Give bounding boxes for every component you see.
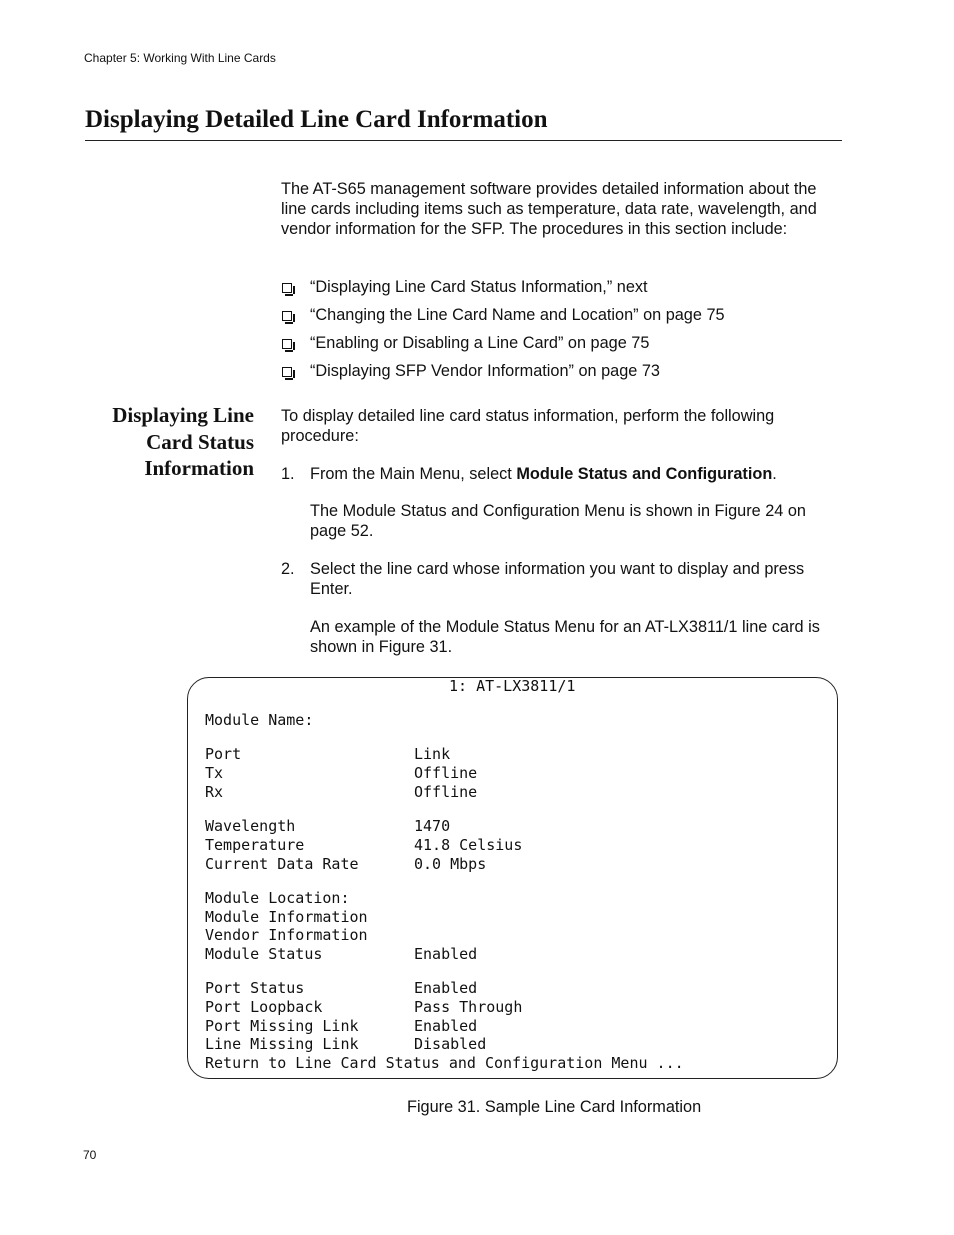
list-item-text: “Displaying SFP Vendor Information” on page 73 <box>310 362 660 380</box>
screen-value: Pass Through <box>414 998 523 1016</box>
step-number: 1. <box>281 465 295 483</box>
intro-paragraph: The AT-S65 management software provides detailed information about the line cards including items such as temperature, data rate, wavelength, and vendor information for the SFP. The procedures in this section include: <box>281 180 817 238</box>
screen-row <box>205 979 478 998</box>
screen-label: Port Status <box>205 979 305 997</box>
screen-label: Module Status <box>205 945 323 963</box>
screen-row <box>205 1035 487 1054</box>
screen-row <box>205 926 368 945</box>
page-number: 70 <box>83 1148 97 1162</box>
step-text: Select the line card whose information you want to display and press Enter. <box>310 560 805 598</box>
step-text <box>310 464 846 484</box>
screen-row <box>205 817 451 836</box>
screen-value: 1470 <box>414 817 451 835</box>
screen-value: Enabled <box>414 945 478 963</box>
screen-value: 0.0 Mbps <box>414 855 487 873</box>
list-item <box>281 305 725 333</box>
screen-value: Offline <box>414 764 478 782</box>
checkbox-bullet-icon <box>282 339 292 349</box>
list-item-text: “Changing the Line Card Name and Location” on page 75 <box>310 306 725 324</box>
step-1-note: The Module Status and Configuration Menu is shown in Figure 24 on page 52. <box>310 502 806 540</box>
subsection-title: Displaying Line Card Status Information <box>112 403 254 480</box>
screen-label: Port Missing Link <box>205 1017 359 1035</box>
screen-row <box>205 908 368 927</box>
screen-label: Rx <box>205 783 224 801</box>
menu-option-name: Module Status and Configuration <box>516 465 773 483</box>
screen-label: Line Missing Link <box>205 1035 359 1053</box>
screen-label: Current Data Rate <box>205 855 359 873</box>
screen-value: Disabled <box>414 1035 487 1053</box>
list-item <box>281 333 725 361</box>
step-text-part: From the Main Menu, select <box>310 465 517 483</box>
list-item <box>281 361 725 389</box>
title-divider <box>85 140 842 141</box>
screen-label: Module Location: <box>205 889 350 907</box>
screen-label: Vendor Information <box>205 926 368 944</box>
screen-value: 41.8 Celsius <box>414 836 523 854</box>
screen-label: Wavelength <box>205 817 296 835</box>
screen-value: Offline <box>414 783 478 801</box>
step-text-part: . <box>772 465 777 483</box>
step-2-note: An example of the Module Status Menu for an AT-LX3811/1 line card is shown in Figure 31. <box>310 618 820 656</box>
screen-label: Port <box>205 745 242 763</box>
list-item-text: “Displaying Line Card Status Information,” next <box>310 278 648 296</box>
screen-value: Link <box>414 745 451 763</box>
checkbox-bullet-icon <box>282 283 292 293</box>
screen-row <box>205 998 523 1017</box>
procedure-list <box>281 277 725 389</box>
list-item <box>281 277 725 305</box>
subsection-lead: To display detailed line card status information, perform the following procedure: <box>281 407 775 445</box>
chapter-header: Chapter 5: Working With Line Cards <box>84 51 276 65</box>
screen-label: Temperature <box>205 836 305 854</box>
screen-value: Enabled <box>414 979 478 997</box>
screen-row <box>205 855 487 874</box>
checkbox-bullet-icon <box>282 367 292 377</box>
screen-row <box>205 783 478 802</box>
screen-row <box>205 889 350 908</box>
screen-row <box>205 1054 684 1073</box>
list-item-text: “Enabling or Disabling a Line Card” on page 75 <box>310 334 650 352</box>
screen-title: 1: AT-LX3811/1 <box>449 677 576 695</box>
screen-label: Module Name: <box>205 711 314 729</box>
screen-label: Return to Line Card Status and Configuration Menu ... <box>205 1054 684 1072</box>
screen-row <box>205 836 523 855</box>
screen-label: Port Loopback <box>205 998 323 1016</box>
screen-row <box>205 764 478 783</box>
step-number: 2. <box>281 560 295 578</box>
screen-value: Enabled <box>414 1017 478 1035</box>
section-title: Displaying Detailed Line Card Information <box>85 106 548 133</box>
figure-caption: Figure 31. Sample Line Card Information <box>407 1098 702 1116</box>
checkbox-bullet-icon <box>282 311 292 321</box>
screen-row <box>205 945 478 964</box>
screen-label: Module Information <box>205 908 368 926</box>
screen-row <box>205 1017 478 1036</box>
screen-row <box>205 745 451 764</box>
screen-label: Tx <box>205 764 224 782</box>
screen-row <box>205 711 313 730</box>
